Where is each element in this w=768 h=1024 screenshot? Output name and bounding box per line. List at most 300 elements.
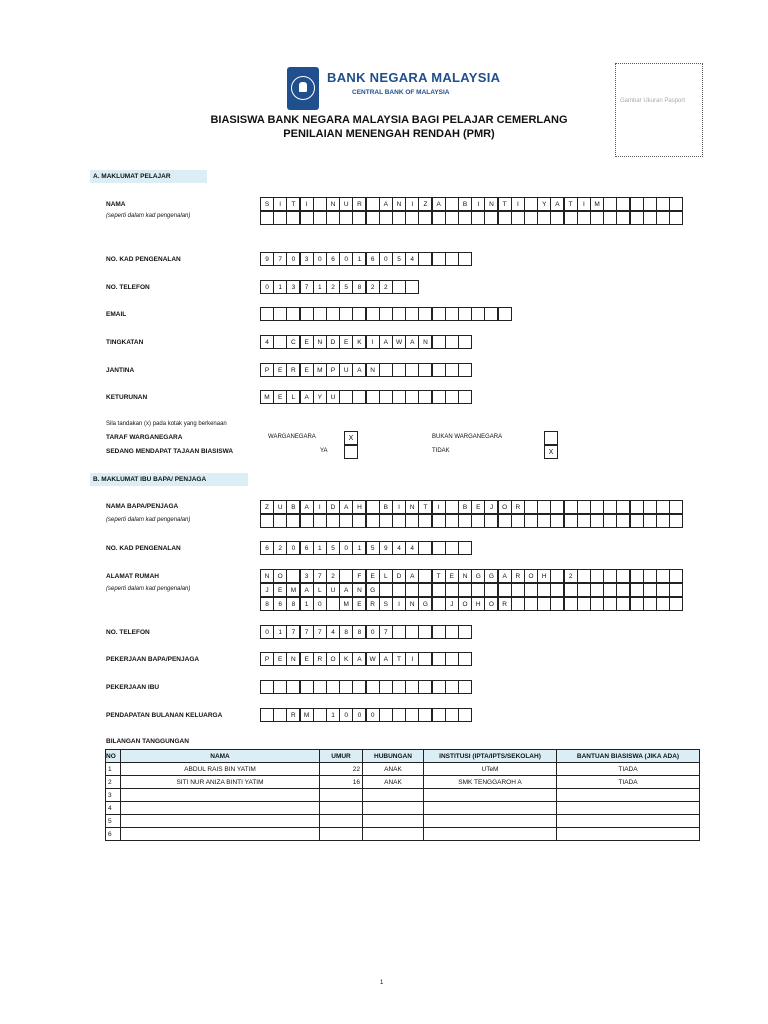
char-box[interactable]	[392, 363, 406, 377]
char-box[interactable]: 2	[366, 280, 380, 294]
char-box[interactable]	[379, 680, 393, 694]
char-box[interactable]	[432, 680, 446, 694]
char-box[interactable]	[643, 569, 657, 583]
char-box[interactable]: N	[405, 597, 419, 611]
char-box[interactable]	[313, 708, 327, 722]
char-box[interactable]	[616, 569, 630, 583]
char-box[interactable]	[511, 514, 525, 528]
table-cell[interactable]	[424, 802, 557, 815]
table-cell[interactable]	[424, 815, 557, 828]
char-box[interactable]	[432, 708, 446, 722]
char-box[interactable]	[603, 569, 617, 583]
char-box[interactable]: 1	[273, 280, 287, 294]
char-box[interactable]	[445, 211, 459, 225]
char-box[interactable]: A	[339, 500, 353, 514]
char-box[interactable]: R	[511, 500, 525, 514]
char-box[interactable]	[445, 363, 459, 377]
char-box[interactable]: 8	[260, 597, 274, 611]
char-box[interactable]: W	[366, 652, 380, 666]
char-box[interactable]	[616, 514, 630, 528]
char-box[interactable]	[445, 500, 459, 514]
char-box[interactable]	[260, 708, 274, 722]
char-box[interactable]: O	[498, 500, 512, 514]
char-box[interactable]	[471, 211, 485, 225]
char-box[interactable]	[484, 211, 498, 225]
char-box[interactable]: U	[326, 390, 340, 404]
char-box[interactable]	[418, 680, 432, 694]
char-box[interactable]: E	[273, 583, 287, 597]
char-box[interactable]: L	[379, 569, 393, 583]
char-box[interactable]	[603, 514, 617, 528]
table-cell[interactable]	[363, 789, 424, 802]
char-box[interactable]	[313, 307, 327, 321]
char-box[interactable]: 2	[564, 569, 578, 583]
char-box[interactable]: A	[352, 363, 366, 377]
char-box[interactable]	[630, 514, 644, 528]
char-box[interactable]: A	[352, 652, 366, 666]
char-box[interactable]: 1	[313, 280, 327, 294]
char-box[interactable]: 7	[286, 625, 300, 639]
char-box[interactable]: M	[286, 583, 300, 597]
char-box[interactable]	[432, 335, 446, 349]
char-box[interactable]	[656, 597, 670, 611]
char-box[interactable]: 0	[366, 625, 380, 639]
char-box[interactable]	[458, 583, 472, 597]
char-box[interactable]: 3	[300, 569, 314, 583]
char-box[interactable]	[366, 500, 380, 514]
char-box[interactable]	[590, 500, 604, 514]
char-box[interactable]	[643, 583, 657, 597]
char-box[interactable]	[656, 211, 670, 225]
char-box[interactable]	[339, 569, 353, 583]
kerja-ibu-field[interactable]	[260, 680, 471, 694]
char-box[interactable]	[432, 390, 446, 404]
alamat-row3[interactable]	[260, 597, 683, 611]
char-box[interactable]	[643, 597, 657, 611]
char-box[interactable]: 4	[405, 541, 419, 555]
char-box[interactable]: A	[339, 583, 353, 597]
char-box[interactable]: F	[352, 569, 366, 583]
char-box[interactable]: K	[352, 335, 366, 349]
char-box[interactable]	[524, 500, 538, 514]
char-box[interactable]	[484, 307, 498, 321]
table-cell[interactable]: 3	[106, 789, 121, 802]
char-box[interactable]	[418, 307, 432, 321]
char-box[interactable]: K	[339, 652, 353, 666]
char-box[interactable]	[616, 583, 630, 597]
char-box[interactable]: G	[484, 569, 498, 583]
char-box[interactable]: 6	[260, 541, 274, 555]
char-box[interactable]	[273, 514, 287, 528]
char-box[interactable]: N	[326, 197, 340, 211]
char-box[interactable]: 7	[273, 252, 287, 266]
table-cell[interactable]: SITI NUR ANIZA BINTI YATIM	[121, 776, 320, 789]
char-box[interactable]: N	[260, 569, 274, 583]
char-box[interactable]	[445, 307, 459, 321]
char-box[interactable]: D	[392, 569, 406, 583]
char-box[interactable]	[603, 500, 617, 514]
char-box[interactable]	[511, 583, 525, 597]
char-box[interactable]: U	[339, 197, 353, 211]
char-box[interactable]	[577, 211, 591, 225]
char-box[interactable]: Y	[537, 197, 551, 211]
char-box[interactable]	[432, 211, 446, 225]
char-box[interactable]	[498, 307, 512, 321]
char-box[interactable]	[273, 708, 287, 722]
char-box[interactable]: O	[458, 597, 472, 611]
char-box[interactable]: 0	[286, 252, 300, 266]
char-box[interactable]: A	[498, 569, 512, 583]
char-box[interactable]: E	[339, 335, 353, 349]
char-box[interactable]: 4	[405, 252, 419, 266]
char-box[interactable]	[392, 307, 406, 321]
char-box[interactable]: J	[445, 597, 459, 611]
email-field[interactable]	[260, 307, 511, 321]
char-box[interactable]: H	[471, 597, 485, 611]
char-box[interactable]: 3	[300, 252, 314, 266]
char-box[interactable]	[418, 708, 432, 722]
nama-penjaga-row2[interactable]	[260, 514, 683, 528]
char-box[interactable]: J	[484, 500, 498, 514]
char-box[interactable]: I	[313, 500, 327, 514]
char-box[interactable]	[564, 211, 578, 225]
char-box[interactable]	[366, 390, 380, 404]
char-box[interactable]: 0	[366, 708, 380, 722]
char-box[interactable]: I	[405, 197, 419, 211]
char-box[interactable]	[418, 211, 432, 225]
char-box[interactable]	[286, 307, 300, 321]
alamat-row1[interactable]	[260, 569, 683, 583]
char-box[interactable]: 8	[352, 280, 366, 294]
char-box[interactable]	[405, 280, 419, 294]
char-box[interactable]	[405, 363, 419, 377]
char-box[interactable]	[300, 211, 314, 225]
char-box[interactable]	[260, 211, 274, 225]
char-box[interactable]: A	[379, 197, 393, 211]
char-box[interactable]: E	[471, 500, 485, 514]
table-cell[interactable]: TIADA	[557, 763, 700, 776]
char-box[interactable]	[273, 211, 287, 225]
char-box[interactable]	[471, 583, 485, 597]
char-box[interactable]	[669, 500, 683, 514]
char-box[interactable]: Z	[418, 197, 432, 211]
char-box[interactable]	[300, 514, 314, 528]
char-box[interactable]: N	[484, 197, 498, 211]
char-box[interactable]: J	[260, 583, 274, 597]
char-box[interactable]	[366, 211, 380, 225]
char-box[interactable]: N	[405, 500, 419, 514]
char-box[interactable]: T	[418, 500, 432, 514]
char-box[interactable]: I	[273, 197, 287, 211]
char-box[interactable]	[405, 708, 419, 722]
char-box[interactable]	[405, 211, 419, 225]
char-box[interactable]	[458, 680, 472, 694]
char-box[interactable]	[656, 583, 670, 597]
char-box[interactable]: N	[352, 583, 366, 597]
keturunan-field[interactable]	[260, 390, 471, 404]
char-box[interactable]	[537, 514, 551, 528]
char-box[interactable]	[550, 500, 564, 514]
char-box[interactable]	[273, 307, 287, 321]
char-box[interactable]: 3	[286, 280, 300, 294]
table-cell[interactable]: 2	[106, 776, 121, 789]
char-box[interactable]: 0	[260, 280, 274, 294]
table-cell[interactable]	[557, 828, 700, 841]
char-box[interactable]: I	[577, 197, 591, 211]
table-cell[interactable]	[121, 789, 320, 802]
char-box[interactable]	[669, 597, 683, 611]
char-box[interactable]	[260, 680, 274, 694]
char-box[interactable]	[379, 583, 393, 597]
kerja-bapa-field[interactable]	[260, 652, 471, 666]
char-box[interactable]	[339, 307, 353, 321]
char-box[interactable]	[524, 197, 538, 211]
char-box[interactable]	[590, 211, 604, 225]
char-box[interactable]: I	[300, 197, 314, 211]
table-cell[interactable]	[121, 815, 320, 828]
char-box[interactable]: N	[366, 363, 380, 377]
char-box[interactable]	[537, 597, 551, 611]
char-box[interactable]	[366, 680, 380, 694]
char-box[interactable]	[352, 307, 366, 321]
char-box[interactable]: B	[458, 500, 472, 514]
char-box[interactable]	[432, 583, 446, 597]
char-box[interactable]	[603, 597, 617, 611]
char-box[interactable]	[405, 514, 419, 528]
char-box[interactable]: 0	[379, 252, 393, 266]
char-box[interactable]	[669, 583, 683, 597]
char-box[interactable]	[537, 211, 551, 225]
char-box[interactable]: 8	[352, 625, 366, 639]
char-box[interactable]	[630, 583, 644, 597]
char-box[interactable]	[669, 197, 683, 211]
pendapatan-field[interactable]	[260, 708, 471, 722]
char-box[interactable]	[458, 335, 472, 349]
char-box[interactable]: E	[273, 652, 287, 666]
char-box[interactable]	[603, 197, 617, 211]
table-cell[interactable]: UTeM	[424, 763, 557, 776]
char-box[interactable]: A	[405, 569, 419, 583]
char-box[interactable]: I	[392, 500, 406, 514]
char-box[interactable]	[418, 514, 432, 528]
char-box[interactable]	[577, 514, 591, 528]
char-box[interactable]: U	[326, 583, 340, 597]
table-cell[interactable]	[121, 802, 320, 815]
char-box[interactable]: Z	[260, 500, 274, 514]
char-box[interactable]	[498, 211, 512, 225]
char-box[interactable]	[352, 680, 366, 694]
char-box[interactable]	[511, 211, 525, 225]
char-box[interactable]: E	[300, 652, 314, 666]
char-box[interactable]	[418, 583, 432, 597]
char-box[interactable]	[550, 211, 564, 225]
char-box[interactable]: I	[432, 500, 446, 514]
char-box[interactable]	[577, 569, 591, 583]
char-box[interactable]	[550, 514, 564, 528]
char-box[interactable]: H	[537, 569, 551, 583]
char-box[interactable]	[616, 500, 630, 514]
char-box[interactable]: E	[300, 363, 314, 377]
char-box[interactable]: A	[379, 335, 393, 349]
char-box[interactable]	[379, 514, 393, 528]
char-box[interactable]	[392, 211, 406, 225]
char-box[interactable]: H	[352, 500, 366, 514]
char-box[interactable]	[564, 500, 578, 514]
char-box[interactable]	[418, 625, 432, 639]
char-box[interactable]: N	[286, 652, 300, 666]
char-box[interactable]	[379, 708, 393, 722]
char-box[interactable]	[418, 569, 432, 583]
char-box[interactable]	[339, 514, 353, 528]
char-box[interactable]	[273, 335, 287, 349]
ya-checkbox[interactable]	[344, 445, 358, 459]
char-box[interactable]	[630, 597, 644, 611]
char-box[interactable]	[458, 363, 472, 377]
char-box[interactable]: N	[458, 569, 472, 583]
char-box[interactable]	[286, 211, 300, 225]
char-box[interactable]: R	[313, 652, 327, 666]
nama-penjaga-row1[interactable]	[260, 500, 683, 514]
char-box[interactable]	[432, 514, 446, 528]
char-box[interactable]	[445, 652, 459, 666]
char-box[interactable]: R	[352, 197, 366, 211]
char-box[interactable]: D	[326, 335, 340, 349]
char-box[interactable]: N	[392, 197, 406, 211]
char-box[interactable]: 2	[379, 280, 393, 294]
table-cell[interactable]: ABDUL RAIS BIN YATIM	[121, 763, 320, 776]
alamat-row2[interactable]	[260, 583, 683, 597]
char-box[interactable]	[352, 390, 366, 404]
char-box[interactable]	[498, 583, 512, 597]
char-box[interactable]	[550, 597, 564, 611]
table-cell[interactable]: ANAK	[363, 763, 424, 776]
char-box[interactable]: N	[313, 335, 327, 349]
char-box[interactable]	[286, 680, 300, 694]
char-box[interactable]: 8	[286, 597, 300, 611]
char-box[interactable]: 0	[313, 597, 327, 611]
char-box[interactable]: G	[366, 583, 380, 597]
warganegara-checkbox[interactable]: X	[344, 431, 358, 445]
char-box[interactable]	[326, 307, 340, 321]
char-box[interactable]: 0	[260, 625, 274, 639]
char-box[interactable]	[656, 569, 670, 583]
table-cell[interactable]	[320, 828, 363, 841]
char-box[interactable]	[550, 583, 564, 597]
char-box[interactable]: 7	[300, 280, 314, 294]
table-cell[interactable]	[557, 802, 700, 815]
nama-row1[interactable]	[260, 197, 683, 211]
table-cell[interactable]: TIADA	[557, 776, 700, 789]
char-box[interactable]	[418, 252, 432, 266]
char-box[interactable]	[260, 307, 274, 321]
char-box[interactable]: Y	[313, 390, 327, 404]
char-box[interactable]: 9	[260, 252, 274, 266]
char-box[interactable]: S	[260, 197, 274, 211]
char-box[interactable]	[458, 307, 472, 321]
char-box[interactable]	[524, 583, 538, 597]
char-box[interactable]	[577, 500, 591, 514]
char-box[interactable]	[339, 680, 353, 694]
char-box[interactable]: 6	[300, 541, 314, 555]
char-box[interactable]	[656, 500, 670, 514]
char-box[interactable]	[418, 363, 432, 377]
char-box[interactable]	[643, 211, 657, 225]
char-box[interactable]	[458, 652, 472, 666]
char-box[interactable]	[564, 597, 578, 611]
char-box[interactable]	[564, 583, 578, 597]
char-box[interactable]	[392, 583, 406, 597]
char-box[interactable]	[313, 197, 327, 211]
char-box[interactable]	[656, 514, 670, 528]
char-box[interactable]: T	[432, 569, 446, 583]
char-box[interactable]	[326, 514, 340, 528]
table-cell[interactable]: 1	[106, 763, 121, 776]
char-box[interactable]: P	[260, 363, 274, 377]
char-box[interactable]: 7	[379, 625, 393, 639]
char-box[interactable]	[432, 652, 446, 666]
char-box[interactable]: 2	[326, 280, 340, 294]
char-box[interactable]	[616, 211, 630, 225]
char-box[interactable]: 7	[313, 625, 327, 639]
char-box[interactable]	[300, 680, 314, 694]
char-box[interactable]	[537, 500, 551, 514]
char-box[interactable]: G	[471, 569, 485, 583]
char-box[interactable]	[432, 252, 446, 266]
char-box[interactable]: 1	[300, 597, 314, 611]
char-box[interactable]	[577, 597, 591, 611]
char-box[interactable]	[432, 363, 446, 377]
table-cell[interactable]: 16	[320, 776, 363, 789]
char-box[interactable]	[458, 252, 472, 266]
char-box[interactable]	[352, 514, 366, 528]
char-box[interactable]: E	[300, 335, 314, 349]
char-box[interactable]	[643, 197, 657, 211]
char-box[interactable]	[260, 514, 274, 528]
char-box[interactable]	[432, 307, 446, 321]
char-box[interactable]	[445, 680, 459, 694]
char-box[interactable]: B	[379, 500, 393, 514]
char-box[interactable]	[392, 708, 406, 722]
char-box[interactable]: R	[366, 597, 380, 611]
char-box[interactable]	[445, 708, 459, 722]
char-box[interactable]: O	[326, 652, 340, 666]
bukan-warganegara-checkbox[interactable]	[544, 431, 558, 445]
char-box[interactable]: 6	[366, 252, 380, 266]
char-box[interactable]: 1	[352, 252, 366, 266]
char-box[interactable]: E	[445, 569, 459, 583]
char-box[interactable]	[669, 514, 683, 528]
char-box[interactable]	[379, 363, 393, 377]
char-box[interactable]: U	[273, 500, 287, 514]
char-box[interactable]	[590, 597, 604, 611]
char-box[interactable]: 0	[339, 708, 353, 722]
char-box[interactable]	[630, 197, 644, 211]
char-box[interactable]	[313, 211, 327, 225]
table-cell[interactable]	[320, 802, 363, 815]
char-box[interactable]: 0	[352, 708, 366, 722]
char-box[interactable]	[643, 514, 657, 528]
table-cell[interactable]: SMK TENGGAROH A	[424, 776, 557, 789]
char-box[interactable]: O	[524, 569, 538, 583]
char-box[interactable]	[524, 514, 538, 528]
char-box[interactable]	[432, 541, 446, 555]
char-box[interactable]: L	[313, 583, 327, 597]
char-box[interactable]: A	[550, 197, 564, 211]
char-box[interactable]	[564, 514, 578, 528]
char-box[interactable]: E	[366, 569, 380, 583]
char-box[interactable]	[458, 390, 472, 404]
char-box[interactable]	[339, 211, 353, 225]
